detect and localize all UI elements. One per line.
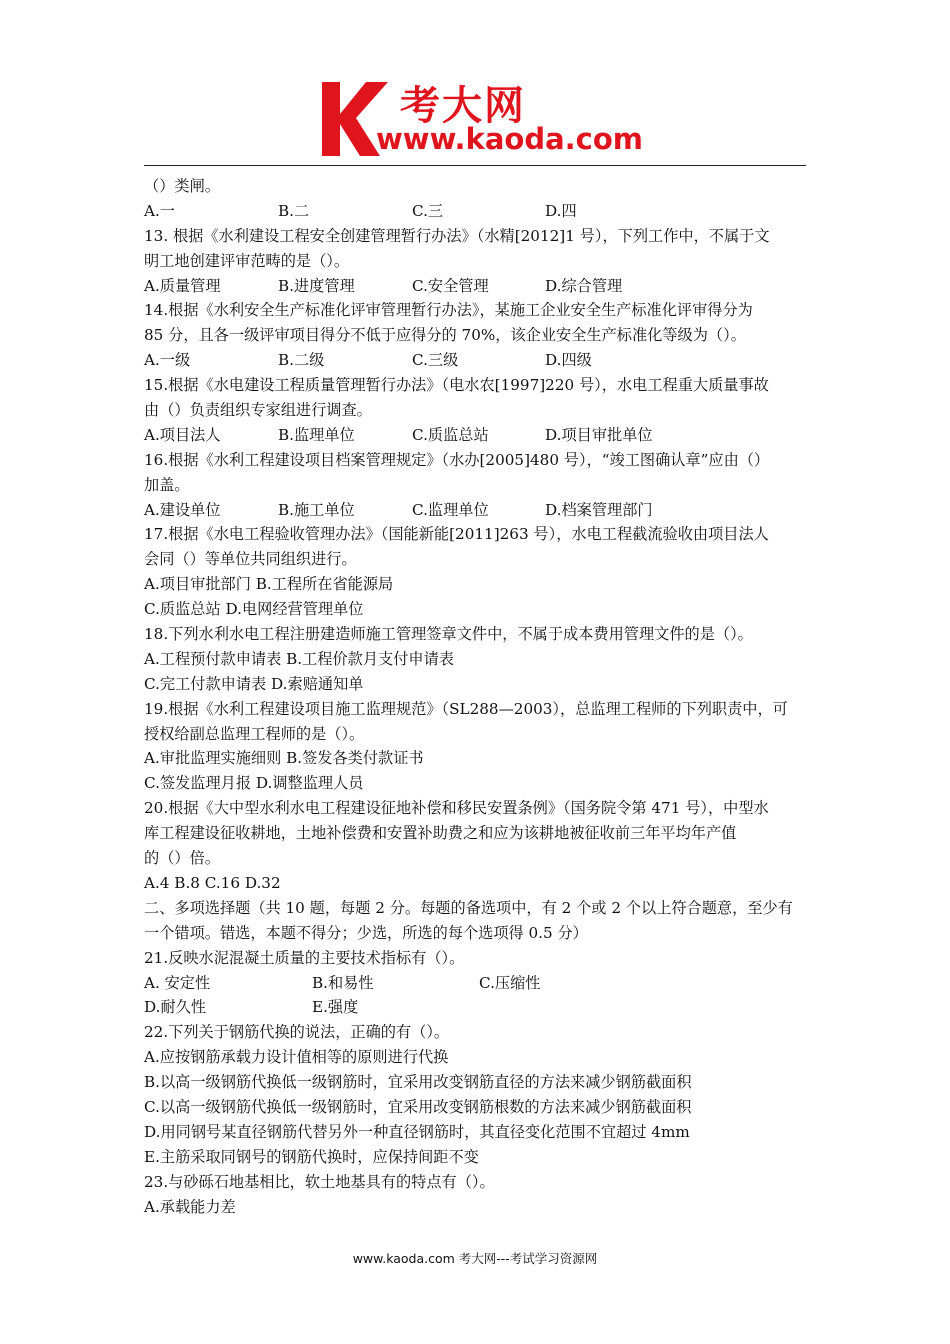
answer-option: A.项目法人: [144, 425, 221, 444]
text-line: E.主筋采取同钢号的钢筋代换时，应保持间距不变: [144, 1147, 479, 1166]
answer-option: C.质监总站: [412, 425, 489, 444]
answer-option: A.质量管理: [144, 276, 221, 295]
text-line: 由（）负责组织专家组进行调查。: [144, 401, 372, 420]
text-line: [144, 498, 806, 523]
text-line: [144, 423, 806, 448]
text-line: 明工地创建评审范畴的是（）。: [144, 251, 350, 270]
text-line: C.完工付款申请表 D.索赔通知单: [144, 674, 364, 693]
text-line: B.以高一级钢筋代换低一级钢筋时，宜采用改变钢筋直径的方法来减少钢筋截面积: [144, 1073, 692, 1092]
answer-option: A.一: [144, 201, 175, 220]
text-line: A.审批监理实施细则 B.签发各类付款证书: [144, 749, 424, 768]
text-line: 13. 根据《水利建设工程安全创建管理暂行办法》（水精[2012]1 号），下列工作中，不属于文: [144, 226, 770, 245]
answer-option: B.和易性: [312, 973, 374, 992]
text-line: 85 分，且各一级评审项目得分不低于应得分的 70%，该企业安全生产标准化等级为（）。: [144, 326, 746, 345]
answer-option: C.三级: [412, 351, 459, 370]
text-line: 授权给副总监理工程师的是（）。: [144, 724, 365, 743]
text-line: [144, 995, 806, 1020]
answer-option: E.强度: [312, 998, 359, 1017]
text-line: 加盖。: [144, 475, 190, 494]
answer-option: C.压缩性: [479, 973, 541, 992]
answer-option: C.监理单位: [412, 500, 489, 519]
kaoda-logo: [318, 78, 643, 160]
text-line: （）类闸。: [144, 177, 220, 195]
text-line: 二、多项选择题（共 10 题，每题 2 分。每题的备选项中，有 2 个或 2 个以上符合题意，至少有: [144, 898, 793, 917]
answer-option: B.监理单位: [278, 425, 355, 444]
answer-option: D.档案管理部门: [545, 500, 653, 519]
answer-option: C.安全管理: [412, 276, 489, 295]
text-line: [144, 971, 806, 996]
text-line: [144, 348, 806, 373]
text-line: 21.反映水泥混凝土质量的主要技术指标有（）。: [144, 948, 465, 967]
answer-option: B.进度管理: [278, 276, 355, 295]
answer-option: D.耐久性: [144, 998, 207, 1017]
text-line: C.以高一级钢筋代换低一级钢筋时，宜采用改变钢筋根数的方法来减少钢筋截面积: [144, 1097, 692, 1116]
page-footer: www.kaoda.com 考大网---考试学习资源网: [352, 1251, 598, 1266]
text-line: [144, 199, 806, 224]
answer-option: D.项目审批单位: [545, 425, 653, 444]
answer-option: D.综合管理: [545, 276, 623, 295]
text-line: C.签发监理月报 D.调整监理人员: [144, 774, 364, 793]
answer-option: A.一级: [144, 351, 191, 370]
text-line: C.质监总站 D.电网经营管理单位: [144, 600, 364, 619]
answer-option: A.建设单位: [144, 500, 221, 519]
answer-option: B.二级: [278, 351, 325, 370]
text-line: 一个错项。错选，本题不得分；少选，所选的每个选项得 0.5 分）: [144, 923, 588, 942]
text-line: [144, 274, 806, 299]
text-line: 16.根据《水利工程建设项目档案管理规定》（水办[2005]480 号），“竣工图确认章”应由（）: [144, 450, 770, 469]
text-line: 15.根据《水电建设工程质量管理暂行办法》（电水农[1997]220 号），水电工程重大质量事故: [144, 376, 769, 395]
answer-option: B.二: [278, 201, 310, 220]
text-line: A.4 B.8 C.16 D.32: [144, 873, 281, 892]
answer-option: D.四: [545, 201, 577, 220]
document-body: [144, 174, 806, 1219]
text-line: A.应按钢筋承载力设计值相等的原则进行代换: [144, 1048, 449, 1067]
text-line: A.承载能力差: [144, 1197, 236, 1216]
text-line: 17.根据《水电工程验收管理办法》（国能新能[2011]263 号），水电工程截流验收由项目法人: [144, 525, 769, 544]
text-line: 库工程建设征收耕地，土地补偿费和安置补助费之和应为该耕地被征收前三年平均年产值: [144, 824, 737, 843]
answer-option: C.三: [412, 201, 444, 220]
answer-option: D.四级: [545, 351, 592, 370]
text-line: 19.根据《水利工程建设项目施工监理规范》（SL288—2003），总监理工程师的下列职责中，可: [144, 699, 788, 718]
header-divider: [144, 165, 806, 166]
text-line: 20.根据《大中型水利水电工程建设征地补偿和移民安置条例》（国务院令第 471 号），中型水: [144, 799, 769, 818]
answer-option: B.施工单位: [278, 500, 355, 519]
text-line: A.工程预付款申请表 B.工程价款月支付申请表: [144, 649, 454, 668]
text-line: 22.下列关于钢筋代换的说法，正确的有（）。: [144, 1023, 450, 1042]
text-line: A.项目审批部门 B.工程所在省能源局: [144, 575, 394, 594]
text-line: 的（）倍。: [144, 849, 220, 868]
text-line: 23.与砂砾石地基相比，软土地基具有的特点有（）。: [144, 1172, 495, 1191]
answer-option: A. 安定性: [144, 973, 211, 992]
logo-chinese-text: 考大网: [400, 83, 526, 129]
logo-url-text: www.kaoda.com: [376, 122, 643, 156]
text-line: 18.下列水利水电工程注册建造师施工管理签章文件中，不属于成本费用管理文件的是（）。: [144, 625, 753, 644]
text-line: 14.根据《水利安全生产标准化评审管理暂行办法》，某施工企业安全生产标准化评审得分为: [144, 301, 753, 320]
text-line: D.用同钢号某直径钢筋代替另外一种直径钢筋时，其直径变化范围不宜超过 4mm: [144, 1122, 690, 1141]
text-line: 会同（）等单位共同组织进行。: [144, 550, 357, 569]
